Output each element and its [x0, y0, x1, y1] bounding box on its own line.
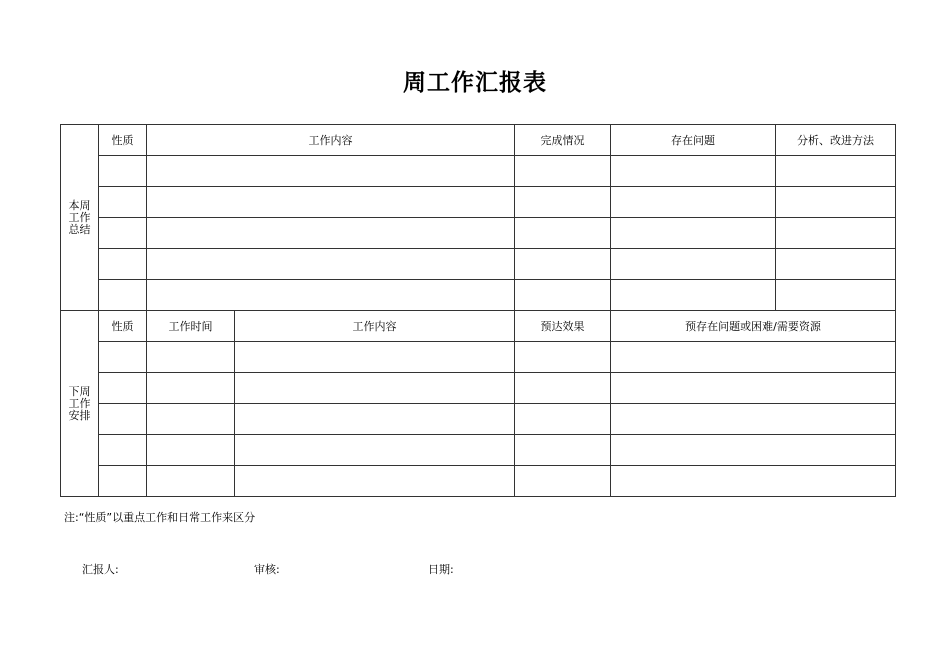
this_week-column-header: 存在问题	[611, 125, 776, 156]
date-label: 日期:	[428, 563, 454, 576]
this_week-cell[interactable]	[147, 187, 515, 218]
table-row	[61, 404, 896, 435]
table-row	[61, 466, 896, 497]
this_week-cell[interactable]	[515, 280, 611, 311]
reporter-label: 汇报人:	[82, 563, 119, 576]
note-text: 注:“性质”以重点工作和日常工作来区分	[64, 511, 256, 524]
this_week-cell[interactable]	[776, 218, 896, 249]
table-row	[61, 373, 896, 404]
next_week-cell[interactable]	[515, 435, 611, 466]
next_week-cell[interactable]	[515, 466, 611, 497]
this_week-cell[interactable]	[99, 156, 147, 187]
this_week-cell[interactable]	[147, 156, 515, 187]
this_week-cell[interactable]	[611, 156, 776, 187]
next_week-cell[interactable]	[611, 466, 896, 497]
this_week-cell[interactable]	[99, 249, 147, 280]
this_week-cell[interactable]	[147, 249, 515, 280]
report-table	[60, 124, 896, 497]
next_week-cell[interactable]	[235, 466, 515, 497]
this_week-column-header: 工作内容	[147, 125, 515, 156]
this_week-cell[interactable]	[776, 187, 896, 218]
table-row	[61, 187, 896, 218]
next-week-section-label	[61, 311, 99, 497]
this_week-cell[interactable]	[776, 156, 896, 187]
next_week-column-header: 预存在问题或困难/需要资源	[611, 311, 896, 342]
next_week-cell[interactable]	[235, 404, 515, 435]
next_week-cell[interactable]	[99, 404, 147, 435]
this_week-cell[interactable]	[99, 187, 147, 218]
this_week-cell[interactable]	[515, 218, 611, 249]
this_week-cell[interactable]	[776, 249, 896, 280]
next_week-header-row	[61, 311, 896, 342]
next_week-cell[interactable]	[515, 404, 611, 435]
this_week-cell[interactable]	[147, 218, 515, 249]
table-row	[61, 342, 896, 373]
next_week-cell[interactable]	[515, 342, 611, 373]
this_week-cell[interactable]	[515, 249, 611, 280]
this_week-column-header: 分析、改进方法	[776, 125, 896, 156]
this_week-cell[interactable]	[776, 280, 896, 311]
table-row	[61, 249, 896, 280]
next_week-cell[interactable]	[611, 342, 896, 373]
this_week-cell[interactable]	[611, 280, 776, 311]
table-row	[61, 435, 896, 466]
next_week-column-header: 工作时间	[147, 311, 235, 342]
next-week-section-label-text: 下周工作安排	[68, 384, 91, 422]
next_week-cell[interactable]	[147, 373, 235, 404]
next_week-cell[interactable]	[611, 435, 896, 466]
next_week-cell[interactable]	[611, 404, 896, 435]
next_week-cell[interactable]	[611, 373, 896, 404]
this_week-cell[interactable]	[147, 280, 515, 311]
this-week-section-label	[61, 125, 99, 311]
next_week-column-header: 预达效果	[515, 311, 611, 342]
this_week-cell[interactable]	[515, 187, 611, 218]
next_week-cell[interactable]	[147, 342, 235, 373]
this_week-cell[interactable]	[611, 249, 776, 280]
this_week-column-header: 完成情况	[515, 125, 611, 156]
next_week-cell[interactable]	[99, 466, 147, 497]
page-title: 周工作汇报表	[403, 69, 547, 96]
next_week-cell[interactable]	[99, 435, 147, 466]
next_week-cell[interactable]	[235, 373, 515, 404]
table-row	[61, 156, 896, 187]
next_week-cell[interactable]	[515, 373, 611, 404]
next_week-cell[interactable]	[147, 466, 235, 497]
this_week-cell[interactable]	[99, 280, 147, 311]
table-row	[61, 218, 896, 249]
next_week-cell[interactable]	[99, 342, 147, 373]
next_week-cell[interactable]	[235, 435, 515, 466]
this_week-cell[interactable]	[611, 187, 776, 218]
reviewer-label: 审核:	[254, 563, 280, 576]
this_week-cell[interactable]	[99, 218, 147, 249]
next_week-column-header: 工作内容	[235, 311, 515, 342]
next_week-cell[interactable]	[99, 373, 147, 404]
this-week-section-label-text: 本周工作总结	[68, 198, 91, 236]
this_week-cell[interactable]	[611, 218, 776, 249]
this_week-cell[interactable]	[515, 156, 611, 187]
next_week-column-header: 性质	[99, 311, 147, 342]
this_week-column-header: 性质	[99, 125, 147, 156]
table-row	[61, 280, 896, 311]
next_week-cell[interactable]	[235, 342, 515, 373]
next_week-cell[interactable]	[147, 435, 235, 466]
next_week-cell[interactable]	[147, 404, 235, 435]
this_week-header-row	[61, 125, 896, 156]
